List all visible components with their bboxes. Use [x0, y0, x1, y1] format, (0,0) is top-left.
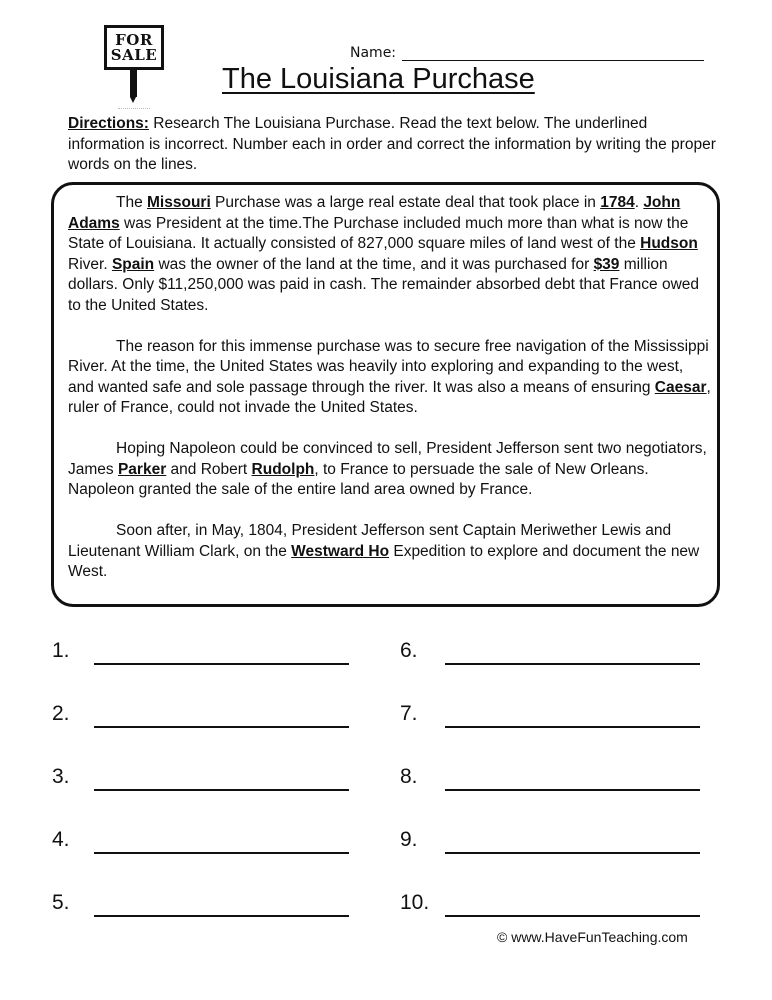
answer-number: 9. [400, 828, 418, 851]
answer-item-3[interactable] [52, 765, 349, 791]
answer-item-9[interactable] [400, 828, 700, 854]
answer-number: 7. [400, 702, 418, 725]
answer-line-7[interactable] [445, 702, 700, 728]
text: million dollars. Only $11,250,000 was paid in cash. The remainder absorbed debt that France owed to the United States. [68, 255, 700, 314]
answer-number: 2. [52, 702, 70, 725]
answer-item-6[interactable] [400, 639, 700, 665]
text: was President at the time.The Purchase included much more than what is now the State of Louisiana. It actually consisted of 827,000 square miles of land west of the [68, 214, 689, 252]
answer-number: 1. [52, 639, 70, 662]
directions [68, 114, 718, 176]
name-input-line[interactable] [402, 45, 704, 61]
copyright-footer: © www.HaveFunTeaching.com [497, 929, 688, 945]
answer-item-8[interactable] [400, 765, 700, 791]
answer-line-9[interactable] [445, 828, 700, 854]
text: , to France to persuade the sale of New Orleans. Napoleon granted the sale of the entire land area owned by France. [68, 460, 649, 498]
name-field[interactable] [350, 45, 704, 61]
sign-post [130, 70, 137, 97]
text: Purchase was a large real estate deal that took place in [210, 194, 601, 211]
answer-item-1[interactable] [52, 639, 349, 665]
answer-line-10[interactable] [445, 891, 700, 917]
text: and Robert [166, 460, 252, 478]
answer-line-5[interactable] [94, 891, 349, 917]
text: Hoping Napoleon could be convinced to sell, President Jefferson sent two negotiators, James [68, 440, 707, 478]
sign-text-for: FOR [115, 30, 153, 49]
answer-line-1[interactable] [94, 639, 349, 665]
answer-line-2[interactable] [94, 702, 349, 728]
answer-number: 5. [52, 891, 70, 914]
answer-number: 10. [400, 891, 430, 914]
answer-number: 8. [400, 765, 418, 788]
answer-number: 3. [52, 765, 70, 788]
error-word-3: John Adams [68, 194, 681, 232]
answer-line-4[interactable] [94, 828, 349, 854]
for-sale-sign-icon [104, 25, 164, 97]
name-label: Name: [350, 45, 397, 61]
answer-line-6[interactable] [445, 639, 700, 665]
error-word-1: Missouri [147, 194, 211, 211]
error-word-2: 1784 [600, 194, 635, 211]
error-word-4: Hudson [640, 235, 698, 252]
text: , ruler of France, could not invade the United States. [68, 378, 711, 416]
text: Expedition to explore and document the new West. [68, 542, 700, 580]
text: . [634, 194, 644, 211]
answer-number: 6. [400, 639, 418, 662]
sign-grass [118, 95, 150, 109]
text: The reason for this immense purchase was to secure free navigation of the Mississippi River. At the time, the United States was heavily into exploring and expanding to the west, and wanted safe and sole passage through the river. It was also a means of ensuring [68, 337, 709, 396]
paragraph-4 [68, 521, 713, 583]
text: Soon after, in May, 1804, President Jefferson sent Captain Meriwether Lewis and Lieutenant William Clark, on the [68, 522, 672, 560]
text: was the owner of the land at the time, and it was purchased for [154, 255, 594, 273]
error-word-8: Parker [117, 460, 167, 478]
answer-item-7[interactable] [400, 702, 700, 728]
answer-number: 4. [52, 828, 70, 851]
text: The [116, 194, 148, 211]
error-word-7: Caesar [654, 378, 707, 396]
answer-item-2[interactable] [52, 702, 349, 728]
answer-line-3[interactable] [94, 765, 349, 791]
sign-text-sale: SALE [110, 45, 158, 64]
error-word-10: Westward Ho [291, 542, 390, 560]
answer-line-8[interactable] [445, 765, 700, 791]
answer-item-4[interactable] [52, 828, 349, 854]
page-title: The Louisiana Purchase [222, 63, 535, 95]
error-word-9: Rudolph [251, 460, 315, 478]
answer-item-10[interactable] [400, 891, 700, 917]
error-word-5: Spain [111, 255, 155, 273]
directions-text: Research The Louisiana Purchase. Read the text below. The underlined information is incorrect. Number each in order and correct the information by writing the proper words on the lines. [68, 115, 716, 173]
passage [68, 193, 713, 603]
text: River. [68, 255, 112, 273]
sign-board [104, 25, 164, 70]
paragraph-1 [68, 193, 713, 316]
paragraph-3 [68, 439, 713, 501]
paragraph-2 [68, 337, 713, 419]
directions-label: Directions: [68, 115, 149, 132]
error-word-6: $39 [593, 255, 620, 273]
answer-item-5[interactable] [52, 891, 349, 917]
